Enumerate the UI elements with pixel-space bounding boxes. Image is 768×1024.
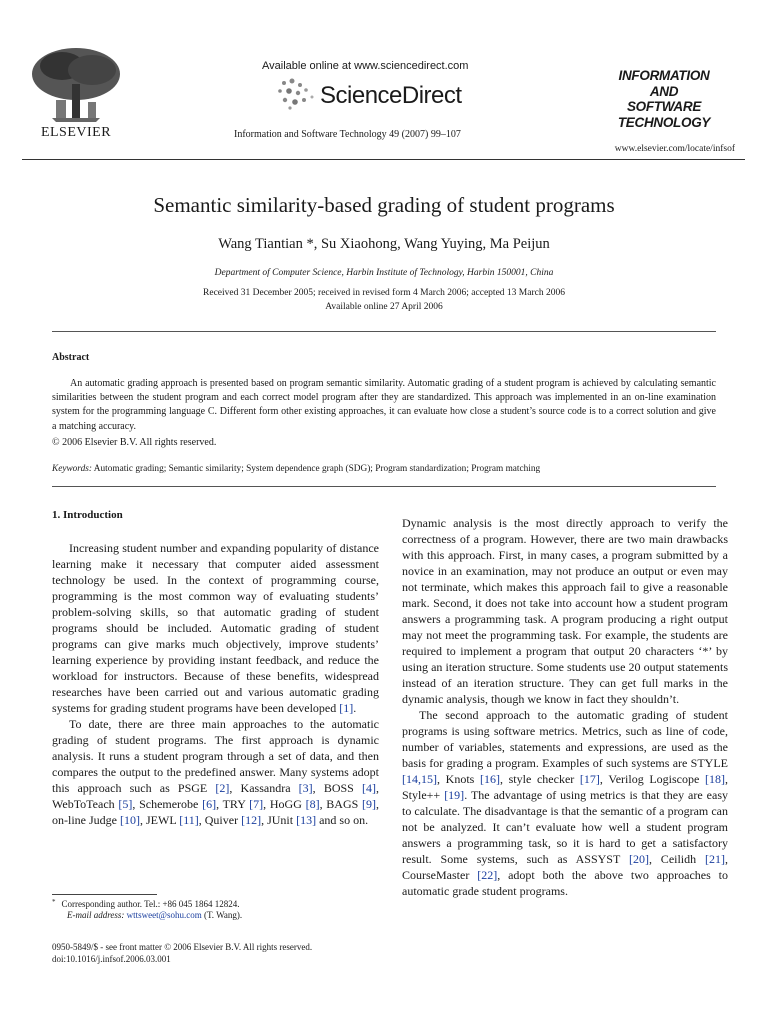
citation-link[interactable]: [22] — [477, 868, 498, 882]
abstract-paragraph: An automatic grading approach is presented based on program semantic similarity. Automatic grading of a student program is achieved by calculating semantic similarities between the student program and each correct model program after they are standardized. This approach was implemented in an on-line examination system for the programming language C. Different form other existing approaches, it can evaluate how close a student’s source code is to a correct solution and give a matching accuracy. — [52, 378, 716, 432]
journal-logo-line: SOFTWARE — [626, 99, 702, 114]
citation-link[interactable]: [18] — [705, 772, 725, 786]
footnote-marker: * — [52, 898, 56, 906]
journal-logo-line: TECHNOLOGY — [617, 114, 711, 130]
available-online-text: Available online at www.sciencedirect.com — [262, 60, 469, 72]
keywords — [52, 464, 716, 474]
citation-link[interactable]: [3] — [298, 781, 313, 795]
abstract-body — [52, 377, 716, 434]
citation-link[interactable]: [12] — [241, 813, 262, 827]
issn-line: 0950-5849/$ - see front matter © 2006 Elsevier B.V. All rights reserved. — [52, 942, 313, 952]
citation-link[interactable]: [16] — [479, 772, 500, 786]
citation-link[interactable]: [5] — [118, 797, 133, 811]
sciencedirect-dots-icon — [276, 77, 318, 111]
email-note: E-mail address: wttsweet@sohu.com (T. Wang). — [67, 910, 243, 920]
keywords-label: Keywords: — [52, 464, 92, 474]
citation-link[interactable]: [20] — [628, 852, 649, 866]
footnote-divider — [52, 894, 157, 895]
corresponding-author-note: * Corresponding author. Tel.: +86 045 1864 12824. — [52, 898, 240, 909]
article-title: Semantic similarity-based grading of student programs — [153, 193, 615, 217]
journal-citation: Information and Software Technology 49 (2007) 99–107 — [234, 129, 461, 140]
citation-link[interactable]: [9] — [362, 797, 376, 811]
metrics-paragraph: The second approach to the automatic grading of student programs is using software metrics. Metrics, such as line of code, number of variables, statements and expressions, are used as the basis for grading a program. Examples of such systems are STYLE [14,15], Knots [16], style checker [17], Verilog Logiscope [18], Style++ [19]. The advantage of using metrics is that they are easy to calculate. The disadvantage is that the semantic of a program can not be analyzed. It can’t evaluate how well a student program answers a programming task, so it is hard to get a satisfactory result. Some systems, such as ASSYST [20], Ceilidh [21], CourseMaster [22], adopt both the above two approaches to automatic grade student programs. — [402, 708, 729, 898]
received-dates: Received 31 December 2005; received in revised form 4 March 2006; accepted 13 March 2006 — [203, 288, 565, 298]
dynamic-analysis-paragraph: Dynamic analysis is the most directly approach to verify the correctness of a program. However, there are two main drawbacks with this approach. First, in many cases, a program submitted by a novice in an examination, may not produce an output or even may not terminate, which makes this approach fail to give a reasonable mark. Second, it does not take into account how a student program answers a programming task. A program producing a right output may not meet the programming task. For example, the students are required to implement a program that output 20 characters ‘*’ by using an iteration structure. Some students use 20 output statements instead of an iteration structure. They can get full marks in the dynamic analysis, though we know in fact they shouldn’t. — [402, 516, 728, 706]
email-label: E-mail address: — [67, 910, 125, 920]
doi-line[interactable]: doi:10.1016/j.infsof.2006.03.001 — [52, 954, 171, 964]
citation-link[interactable]: [21] — [705, 852, 725, 866]
citation-link[interactable]: [13] — [296, 813, 317, 827]
author-list: Wang Tiantian *, Su Xiaohong, Wang Yuying, Ma Peijun — [218, 236, 550, 252]
abstract-heading: Abstract — [52, 352, 90, 363]
abstract-copyright: © 2006 Elsevier B.V. All rights reserved. — [52, 437, 217, 448]
abstract-bottom-divider — [52, 486, 716, 487]
citation-link[interactable]: [19] — [444, 788, 465, 802]
citation-link[interactable]: [17] — [579, 772, 600, 786]
citation-link[interactable]: [4] — [362, 781, 376, 795]
citation-link[interactable]: [8] — [305, 797, 320, 811]
intro-paragraph-1: Increasing student number and expanding popularity of distance learning make it necessary that computer aided assessment technology be used. In the context of programming course, programming is the most common way of evaluating students’ problem-solving skills, so that automatic grading of student programs should be included. Automatic grading of student programs can give marks much objectively, improve students’ learning experience by providing instant feedback, and reduce the workload for instructors. Because of these benefits, widespread researches have been carried out and various automatic grading systems for grading student programs have been developed [1]. — [52, 541, 379, 715]
keywords-list: Automatic grading; Semantic similarity; System dependence graph (SDG); Program standardization; Program matching — [93, 464, 541, 474]
section-heading: 1. Introduction — [52, 509, 123, 521]
right-column — [402, 515, 728, 899]
publisher-name: ELSEVIER — [40, 125, 112, 140]
affiliation: Department of Computer Science, Harbin Institute of Technology, Harbin 150001, China — [214, 268, 554, 278]
journal-url-link[interactable]: www.elsevier.com/locate/infsof — [614, 144, 735, 154]
citation-link[interactable]: [14,15] — [402, 772, 437, 786]
sciencedirect-wordmark: ScienceDirect — [320, 82, 462, 109]
available-online-date: Available online 27 April 2006 — [325, 302, 443, 312]
email-link[interactable]: wttsweet@sohu.com — [126, 910, 202, 920]
journal-logo-line: AND — [649, 83, 679, 99]
citation-link[interactable]: [10] — [120, 813, 140, 827]
citation-link[interactable]: [2] — [215, 781, 230, 795]
intro-paragraph-2: To date, there are three main approaches to the automatic grading of student programs. The first approach is dynamic analysis. It runs a student program through a set of data, and then compares the output to the predefined answer. Many systems adopt this approach such as PSGE [2], Kassandra [3], BOSS [4], WebToTeach [5], Schemerobe [6], TRY [7], HoGG [8], BAGS [9], on-line Judge [10], JEWL [11], Quiver [12], JUnit [13] and so on. — [52, 717, 379, 827]
citation-link[interactable]: [6] — [202, 797, 217, 811]
citation-link[interactable]: [1] — [339, 701, 354, 715]
abstract-top-divider — [52, 331, 716, 332]
journal-logo — [604, 68, 724, 130]
header-divider — [22, 159, 745, 160]
citation-link[interactable]: [7] — [249, 797, 264, 811]
citation-link[interactable]: [11] — [179, 813, 199, 827]
left-column — [52, 540, 379, 828]
journal-logo-line: INFORMATION — [618, 68, 710, 83]
